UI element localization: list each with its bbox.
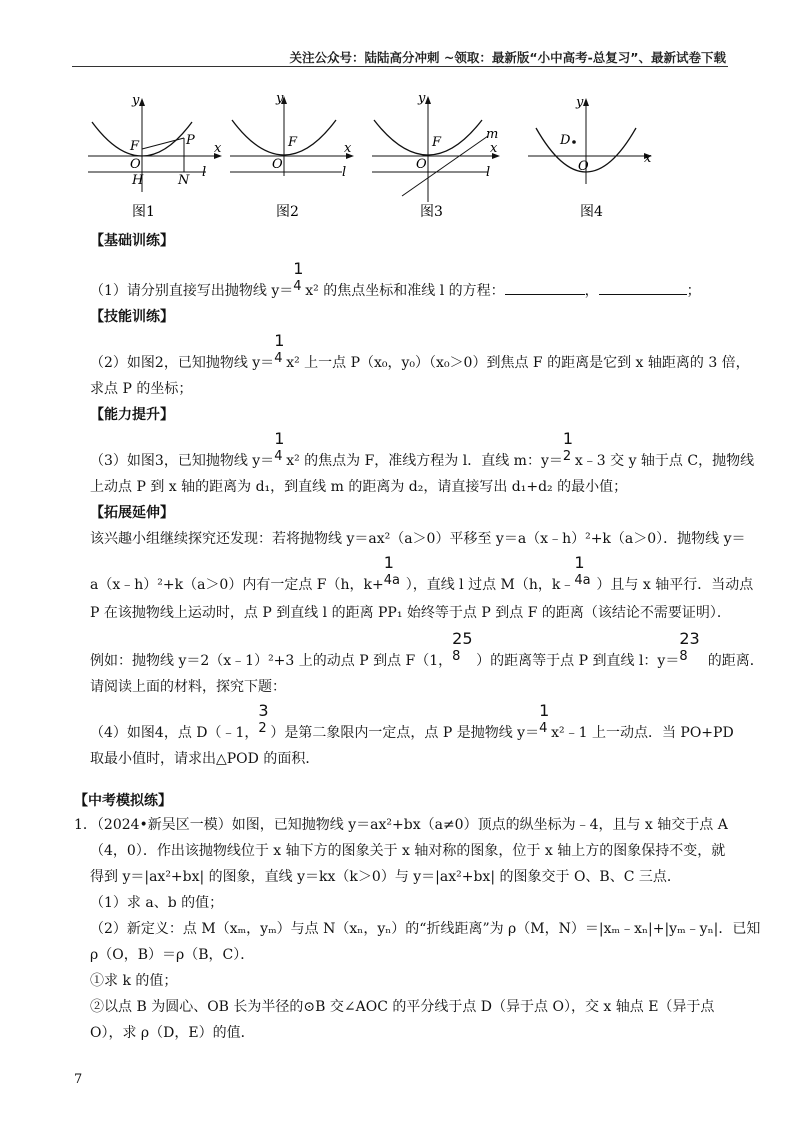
section-extend: 【拓展延伸】 bbox=[90, 505, 174, 521]
fig1-P-label: P bbox=[186, 133, 195, 148]
section-basic: 【基础训练】 bbox=[90, 233, 174, 249]
section-skill: 【技能训练】 bbox=[90, 309, 174, 325]
fig1-y-label: y bbox=[132, 93, 140, 108]
extension-line-4: 例如：抛物线 y＝2（x﹣1）²+3 上的动点 P 到点 F（1， 25 8 ）的距离等于点 P 到直线 l：y＝ 23 8 的距离． bbox=[90, 629, 764, 669]
question-3-line-1: （3）如图3，已知抛物线 y＝ 1 4 x² 的焦点为 F，准线方程为 l．直线 m：y＝ 1 2 x﹣3 交 y 轴于点 C，抛物线 bbox=[90, 429, 755, 469]
figure-row bbox=[88, 92, 678, 220]
mock-1-line-2: （4，0）．作出该抛物线位于 x 轴下方的图象关于 x 轴对称的图象，位于 x 轴上方的图象保持不变，就 bbox=[90, 843, 726, 859]
page-header: 关注公众号：陆陆高分冲刺 ~领取：最新版“小中高考-总复习”、最新试卷下载 bbox=[289, 50, 726, 65]
figure-1 bbox=[88, 93, 222, 220]
section-mock-exam: 【中考模拟练】 bbox=[74, 793, 172, 809]
fig4-O-label: O bbox=[578, 159, 589, 174]
fig1-l-label: l bbox=[202, 165, 207, 180]
question-1: （1）请分别直接写出抛物线 y＝ 1 4 x² 的焦点坐标和准线 l 的方程： ， ； bbox=[90, 259, 701, 299]
question-2-line-2: 求点 P 的坐标； bbox=[90, 381, 193, 397]
section-ability: 【能力提升】 bbox=[90, 407, 174, 423]
extension-line-3: P 在该抛物线上运动时，点 P 到直线 l 的距离 PP₁ 始终等于点 P 到点 F 的距离（该结论不需要证明）． bbox=[90, 605, 731, 621]
fig1-N-label: N bbox=[178, 173, 190, 188]
figure-4 bbox=[528, 95, 652, 220]
answer-blank-directrix[interactable] bbox=[599, 280, 687, 295]
figure-3-caption: 图3 bbox=[420, 204, 443, 220]
figure-2 bbox=[230, 92, 354, 220]
question-3-line-2: 上动点 P 到 x 轴的距离为 d₁，到直线 m 的距离为 d₂，请直接写出 d₁+d₂ 的最小值； bbox=[90, 479, 628, 495]
fig1-H-label: H bbox=[132, 173, 144, 188]
extension-line-1: 该兴趣小组继续探究还发现：若将抛物线 y＝ax²（a＞0）平移至 y＝a（x﹣h）²+k（a＞0）．抛物线 y＝ bbox=[90, 531, 746, 547]
fig4-x-label: x bbox=[644, 151, 652, 166]
mock-1-line-6: ρ（O，B）＝ρ（B，C）． bbox=[90, 947, 255, 963]
mock-1-line-3: 得到 y＝|ax²+bx| 的图象，直线 y＝kx（k＞0）与 y＝|ax²+bx| 的图象交于 O、B、C 三点． bbox=[90, 869, 681, 885]
page-number: 7 bbox=[74, 1072, 83, 1087]
fig2-x-label: x bbox=[344, 141, 352, 156]
answer-blank-focus[interactable] bbox=[505, 280, 585, 295]
extension-line-5: 请阅读上面的材料，探究下题： bbox=[90, 679, 286, 695]
fig3-F-label: F bbox=[432, 135, 442, 150]
question-2-line-1: （2）如图2，已知抛物线 y＝ 1 4 x² 上一点 P（x₀，y₀）（x₀＞0）到焦点 F 的距离是它到 x 轴距离的 3 倍， bbox=[90, 331, 750, 371]
fig1-x-label: x bbox=[214, 141, 222, 156]
question-4-line-1: （4）如图4，点 D（﹣1， 3 2 ）是第二象限内一定点，点 P 是抛物线 y＝ 1 4 x²﹣1 上一动点．当 PO+PD bbox=[90, 701, 734, 741]
fig3-l-label: l bbox=[486, 165, 491, 180]
fig2-F-label: F bbox=[288, 135, 298, 150]
fig2-l-label: l bbox=[342, 165, 347, 180]
header-rule bbox=[72, 66, 728, 67]
fig3-m-label: m bbox=[486, 127, 499, 142]
mock-1-line-7: ①求 k 的值； bbox=[90, 973, 178, 989]
fig1-F-label: F bbox=[130, 139, 140, 154]
fig4-D-label: D bbox=[560, 133, 571, 148]
mock-1-line-5: （2）新定义：点 M（xₘ，yₘ）与点 N（xₙ，yₙ）的“折线距离”为 ρ（M，N）＝|xₘ﹣xₙ|+|yₘ﹣yₙ|．已知 bbox=[90, 921, 761, 937]
fig2-y-label: y bbox=[276, 92, 284, 106]
extension-line-2: a（x﹣h）²+k（a＞0）内有一定点 F（h，k+ 1 4a ），直线 l 过点 M（h，k﹣ 1 4a ）且与 x 轴平行．当动点 bbox=[90, 553, 754, 593]
mock-1-line-8: ②以点 B 为圆心、OB 长为半径的⊙B 交∠AOC 的平分线于点 D（异于点 O），交 x 轴点 E（异于点 bbox=[90, 999, 715, 1015]
fig1-O-label: O bbox=[130, 157, 141, 172]
fig3-O-label: O bbox=[416, 157, 427, 172]
figure-2-caption: 图2 bbox=[276, 204, 299, 220]
figure-3 bbox=[372, 92, 500, 220]
mock-1-line-9: O），求 ρ（D，E）的值． bbox=[90, 1025, 255, 1041]
fig3-x-label: x bbox=[490, 141, 498, 156]
fig4-y-label: y bbox=[576, 95, 584, 110]
fig2-O-label: O bbox=[272, 157, 283, 172]
question-4-line-2: 取最小值时，请求出△POD 的面积． bbox=[90, 751, 320, 767]
mock-1-line-1: 1．（2024•新吴区一模）如图，已知抛物线 y＝ax²+bx（a≠0）顶点的纵坐标为﹣4，且与 x 轴交于点 A bbox=[74, 817, 728, 833]
fig3-y-label: y bbox=[418, 92, 426, 106]
figure-4-caption: 图4 bbox=[580, 204, 603, 220]
mock-1-line-4: （1）求 a、b 的值； bbox=[90, 895, 224, 911]
figure-1-caption: 图1 bbox=[132, 204, 155, 220]
